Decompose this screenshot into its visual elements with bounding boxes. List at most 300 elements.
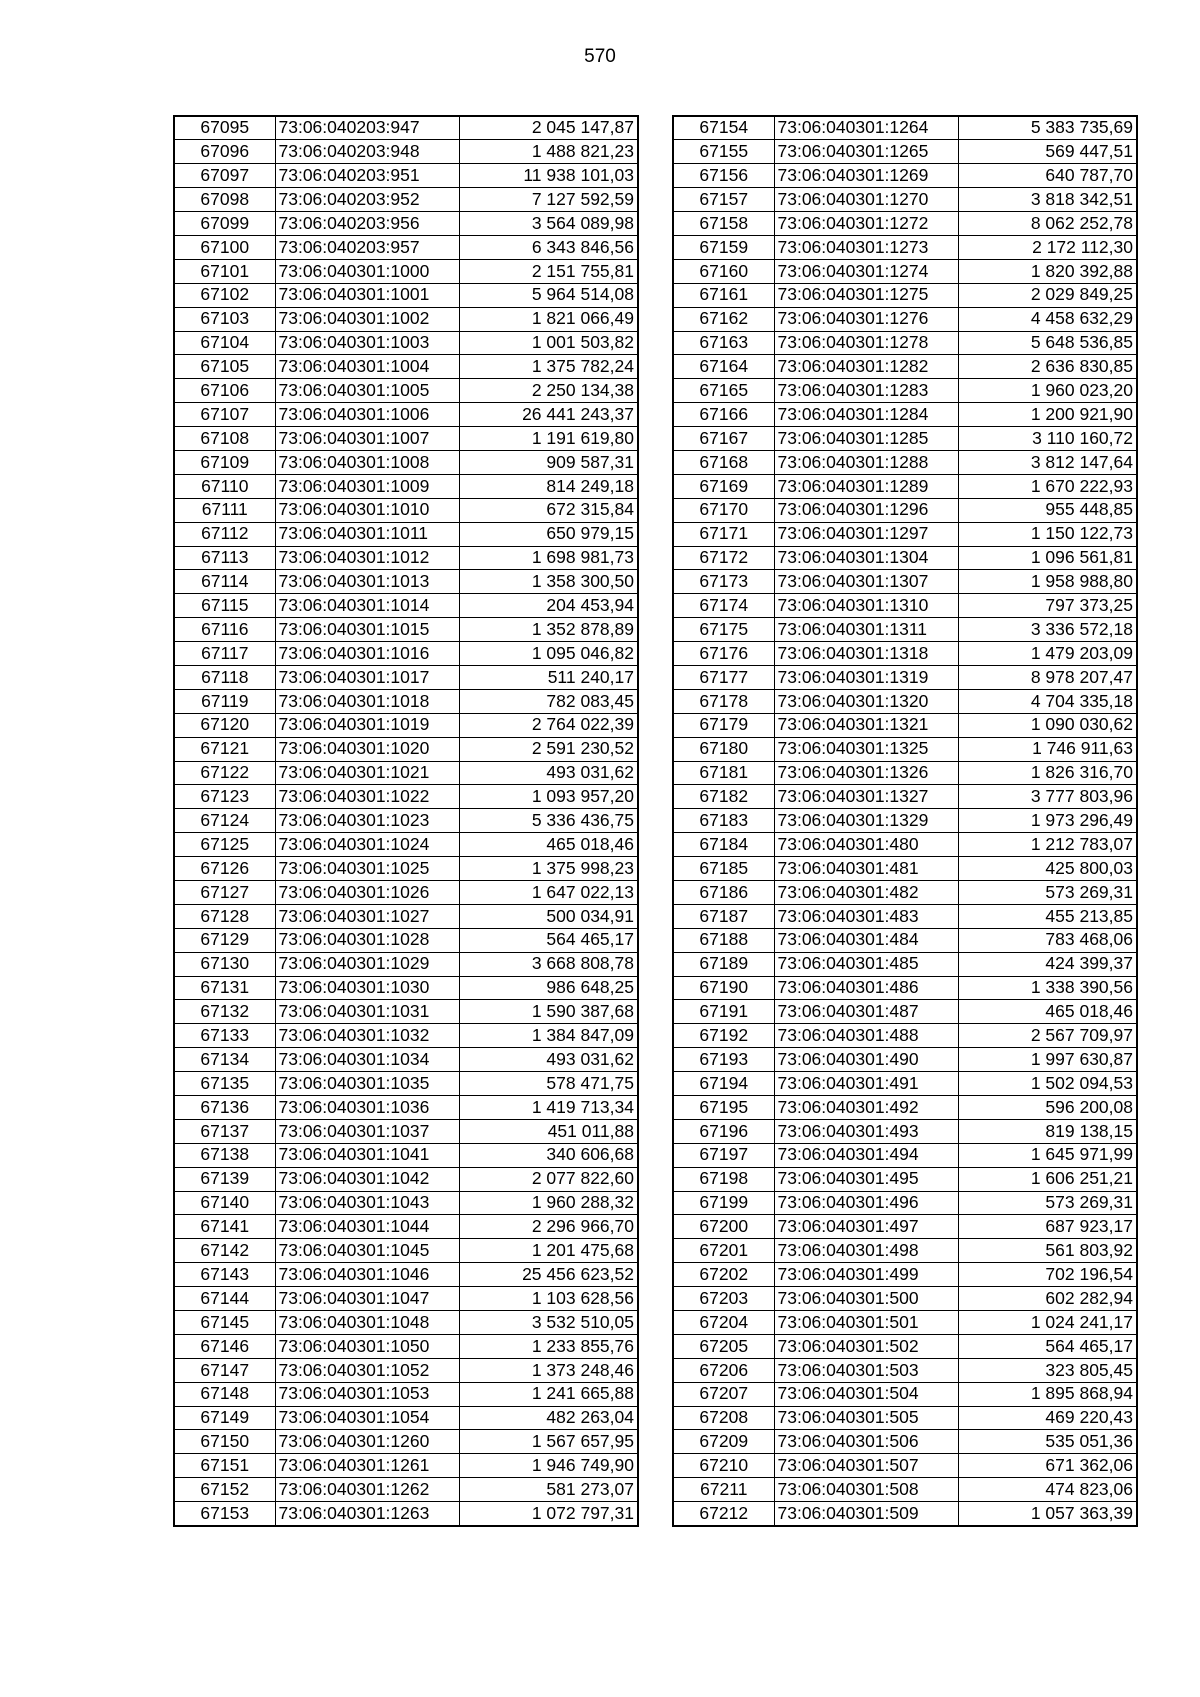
value-cell: 1 960 288,32	[459, 1191, 638, 1215]
value-cell: 1 502 094,53	[958, 1072, 1137, 1096]
table-row	[174, 1287, 638, 1311]
row-number-cell: 67181	[673, 761, 774, 785]
cadastral-number-cell: 73:06:040203:947	[275, 116, 459, 140]
row-number-cell: 67127	[174, 881, 275, 905]
table-row	[673, 283, 1137, 307]
cadastral-number-cell: 73:06:040301:1030	[275, 976, 459, 1000]
value-cell: 4 458 632,29	[958, 307, 1137, 331]
cadastral-number-cell: 73:06:040301:1304	[774, 546, 958, 570]
row-number-cell: 67203	[673, 1287, 774, 1311]
row-number-cell: 67132	[174, 1000, 275, 1024]
table-row	[174, 403, 638, 427]
table-row	[174, 1096, 638, 1120]
row-number-cell: 67154	[673, 116, 774, 140]
row-number-cell: 67148	[174, 1382, 275, 1406]
row-number-cell: 67160	[673, 259, 774, 283]
value-cell: 3 110 160,72	[958, 427, 1137, 451]
table-row	[174, 498, 638, 522]
row-number-cell: 67187	[673, 904, 774, 928]
value-cell: 11 938 101,03	[459, 164, 638, 188]
value-cell: 650 979,15	[459, 522, 638, 546]
table-row	[174, 379, 638, 403]
value-cell: 1 698 981,73	[459, 546, 638, 570]
value-cell: 5 336 436,75	[459, 809, 638, 833]
cadastral-number-cell: 73:06:040301:1283	[774, 379, 958, 403]
table-row	[673, 116, 1137, 140]
value-cell: 2 077 822,60	[459, 1167, 638, 1191]
value-cell: 3 668 808,78	[459, 952, 638, 976]
row-number-cell: 67151	[174, 1454, 275, 1478]
row-number-cell: 67108	[174, 427, 275, 451]
cadastral-number-cell: 73:06:040301:503	[774, 1358, 958, 1382]
value-cell: 1 072 797,31	[459, 1502, 638, 1526]
value-cell: 2 764 022,39	[459, 713, 638, 737]
table-row	[174, 1048, 638, 1072]
row-number-cell: 67156	[673, 164, 774, 188]
table-row	[673, 1358, 1137, 1382]
row-number-cell: 67126	[174, 857, 275, 881]
cadastral-number-cell: 73:06:040301:1269	[774, 164, 958, 188]
value-cell: 3 818 342,51	[958, 188, 1137, 212]
table-row	[673, 928, 1137, 952]
table-row	[174, 212, 638, 236]
row-number-cell: 67205	[673, 1334, 774, 1358]
table-row	[673, 570, 1137, 594]
value-cell: 1 647 022,13	[459, 881, 638, 905]
value-cell: 6 343 846,56	[459, 235, 638, 259]
cadastral-number-cell: 73:06:040301:1010	[275, 498, 459, 522]
table-row	[174, 1263, 638, 1287]
cadastral-number-cell: 73:06:040301:1321	[774, 713, 958, 737]
row-number-cell: 67107	[174, 403, 275, 427]
value-cell: 2 172 112,30	[958, 235, 1137, 259]
table-row	[174, 713, 638, 737]
value-cell: 596 200,08	[958, 1096, 1137, 1120]
table-row	[673, 1478, 1137, 1502]
value-cell: 5 964 514,08	[459, 283, 638, 307]
table-row	[174, 785, 638, 809]
cadastral-number-cell: 73:06:040301:1288	[774, 450, 958, 474]
cadastral-number-cell: 73:06:040301:1021	[275, 761, 459, 785]
row-number-cell: 67175	[673, 618, 774, 642]
cadastral-number-cell: 73:06:040301:509	[774, 1502, 958, 1526]
value-cell: 783 468,06	[958, 928, 1137, 952]
row-number-cell: 67120	[174, 713, 275, 737]
cadastral-number-cell: 73:06:040301:1273	[774, 235, 958, 259]
value-cell: 955 448,85	[958, 498, 1137, 522]
value-cell: 7 127 592,59	[459, 188, 638, 212]
cadastral-number-cell: 73:06:040301:481	[774, 857, 958, 881]
value-cell: 1 373 248,46	[459, 1358, 638, 1382]
table-row	[673, 1406, 1137, 1430]
cadastral-number-cell: 73:06:040301:1041	[275, 1143, 459, 1167]
page-number: 570	[584, 46, 616, 67]
table-row	[673, 594, 1137, 618]
row-number-cell: 67106	[174, 379, 275, 403]
cadastral-number-cell: 73:06:040301:1019	[275, 713, 459, 737]
cadastral-number-cell: 73:06:040301:1026	[275, 881, 459, 905]
row-number-cell: 67115	[174, 594, 275, 618]
cadastral-number-cell: 73:06:040203:956	[275, 212, 459, 236]
row-number-cell: 67169	[673, 474, 774, 498]
cadastral-number-cell: 73:06:040301:1262	[275, 1478, 459, 1502]
table-row	[174, 1430, 638, 1454]
row-number-cell: 67166	[673, 403, 774, 427]
cadastral-number-cell: 73:06:040301:502	[774, 1334, 958, 1358]
value-cell: 1 233 855,76	[459, 1334, 638, 1358]
cadastral-number-cell: 73:06:040301:1001	[275, 283, 459, 307]
table-row	[673, 140, 1137, 164]
table-row	[673, 713, 1137, 737]
value-cell: 1 090 030,62	[958, 713, 1137, 737]
cadastral-number-cell: 73:06:040301:483	[774, 904, 958, 928]
row-number-cell: 67210	[673, 1454, 774, 1478]
table-row	[174, 881, 638, 905]
cadastral-number-cell: 73:06:040301:1036	[275, 1096, 459, 1120]
value-cell: 573 269,31	[958, 1191, 1137, 1215]
value-cell: 482 263,04	[459, 1406, 638, 1430]
cadastral-number-cell: 73:06:040301:1260	[275, 1430, 459, 1454]
value-cell: 424 399,37	[958, 952, 1137, 976]
cadastral-number-cell: 73:06:040301:1025	[275, 857, 459, 881]
cadastral-number-cell: 73:06:040301:1272	[774, 212, 958, 236]
table-row	[673, 164, 1137, 188]
cadastral-number-cell: 73:06:040301:1044	[275, 1215, 459, 1239]
value-cell: 493 031,62	[459, 1048, 638, 1072]
table-row	[673, 331, 1137, 355]
cadastral-number-cell: 73:06:040301:1318	[774, 642, 958, 666]
table-row	[174, 259, 638, 283]
table-row	[673, 1454, 1137, 1478]
cadastral-number-cell: 73:06:040301:1052	[275, 1358, 459, 1382]
value-cell: 3 564 089,98	[459, 212, 638, 236]
table-row	[673, 403, 1137, 427]
value-cell: 1 488 821,23	[459, 140, 638, 164]
row-number-cell: 67153	[174, 1502, 275, 1526]
row-number-cell: 67098	[174, 188, 275, 212]
cadastral-number-cell: 73:06:040301:1034	[275, 1048, 459, 1072]
table-row	[673, 259, 1137, 283]
table-row	[174, 1382, 638, 1406]
table-row	[673, 1263, 1137, 1287]
table-row	[174, 952, 638, 976]
cadastral-number-cell: 73:06:040301:496	[774, 1191, 958, 1215]
value-cell: 602 282,94	[958, 1287, 1137, 1311]
right-table	[672, 115, 1138, 1527]
table-row	[174, 833, 638, 857]
table-row	[174, 1454, 638, 1478]
table-row	[174, 1502, 638, 1526]
table-row	[673, 379, 1137, 403]
value-cell: 2 591 230,52	[459, 737, 638, 761]
value-cell: 1 960 023,20	[958, 379, 1137, 403]
row-number-cell: 67204	[673, 1311, 774, 1335]
cadastral-number-cell: 73:06:040301:1018	[275, 689, 459, 713]
row-number-cell: 67191	[673, 1000, 774, 1024]
table-row	[174, 188, 638, 212]
cadastral-number-cell: 73:06:040301:1008	[275, 450, 459, 474]
value-cell: 1 103 628,56	[459, 1287, 638, 1311]
cadastral-number-cell: 73:06:040301:506	[774, 1430, 958, 1454]
row-number-cell: 67095	[174, 116, 275, 140]
row-number-cell: 67197	[673, 1143, 774, 1167]
table-row	[174, 904, 638, 928]
cadastral-number-cell: 73:06:040301:1003	[275, 331, 459, 355]
cadastral-number-cell: 73:06:040203:948	[275, 140, 459, 164]
cadastral-number-cell: 73:06:040301:1002	[275, 307, 459, 331]
row-number-cell: 67146	[174, 1334, 275, 1358]
table-row	[673, 737, 1137, 761]
cadastral-number-cell: 73:06:040301:501	[774, 1311, 958, 1335]
row-number-cell: 67105	[174, 355, 275, 379]
row-number-cell: 67112	[174, 522, 275, 546]
value-cell: 469 220,43	[958, 1406, 1137, 1430]
table-row	[174, 1143, 638, 1167]
row-number-cell: 67182	[673, 785, 774, 809]
value-cell: 1 096 561,81	[958, 546, 1137, 570]
table-row	[174, 1406, 638, 1430]
table-row	[174, 450, 638, 474]
table-row	[673, 307, 1137, 331]
table-row	[174, 689, 638, 713]
table-row	[673, 1167, 1137, 1191]
row-number-cell: 67101	[174, 259, 275, 283]
cadastral-number-cell: 73:06:040301:1278	[774, 331, 958, 355]
cadastral-number-cell: 73:06:040301:1007	[275, 427, 459, 451]
cadastral-number-cell: 73:06:040301:1024	[275, 833, 459, 857]
value-cell: 3 812 147,64	[958, 450, 1137, 474]
table-row	[673, 785, 1137, 809]
table-row	[174, 427, 638, 451]
value-cell: 1 093 957,20	[459, 785, 638, 809]
value-cell: 671 362,06	[958, 1454, 1137, 1478]
value-cell: 1 826 316,70	[958, 761, 1137, 785]
table-row	[673, 976, 1137, 1000]
cadastral-number-cell: 73:06:040301:498	[774, 1239, 958, 1263]
value-cell: 1 095 046,82	[459, 642, 638, 666]
row-number-cell: 67183	[673, 809, 774, 833]
table-row	[673, 761, 1137, 785]
value-cell: 5 383 735,69	[958, 116, 1137, 140]
cadastral-number-cell: 73:06:040301:1289	[774, 474, 958, 498]
cadastral-number-cell: 73:06:040301:1047	[275, 1287, 459, 1311]
value-cell: 1 375 998,23	[459, 857, 638, 881]
value-cell: 687 923,17	[958, 1215, 1137, 1239]
cadastral-number-cell: 73:06:040301:1009	[275, 474, 459, 498]
table-row	[673, 546, 1137, 570]
value-cell: 1 384 847,09	[459, 1024, 638, 1048]
cadastral-number-cell: 73:06:040301:1326	[774, 761, 958, 785]
value-cell: 1 590 387,68	[459, 1000, 638, 1024]
cadastral-number-cell: 73:06:040301:497	[774, 1215, 958, 1239]
row-number-cell: 67170	[673, 498, 774, 522]
cadastral-number-cell: 73:06:040301:1037	[275, 1119, 459, 1143]
value-cell: 561 803,92	[958, 1239, 1137, 1263]
row-number-cell: 67136	[174, 1096, 275, 1120]
cadastral-number-cell: 73:06:040301:1042	[275, 1167, 459, 1191]
table-row	[673, 642, 1137, 666]
row-number-cell: 67124	[174, 809, 275, 833]
row-number-cell: 67173	[673, 570, 774, 594]
table-row	[673, 212, 1137, 236]
cadastral-number-cell: 73:06:040203:951	[275, 164, 459, 188]
value-cell: 493 031,62	[459, 761, 638, 785]
cadastral-number-cell: 73:06:040301:508	[774, 1478, 958, 1502]
row-number-cell: 67164	[673, 355, 774, 379]
row-number-cell: 67172	[673, 546, 774, 570]
table-row	[174, 665, 638, 689]
table-row	[673, 1191, 1137, 1215]
cadastral-number-cell: 73:06:040301:507	[774, 1454, 958, 1478]
table-row	[174, 355, 638, 379]
value-cell: 1 375 782,24	[459, 355, 638, 379]
row-number-cell: 67159	[673, 235, 774, 259]
row-number-cell: 67162	[673, 307, 774, 331]
value-cell: 564 465,17	[459, 928, 638, 952]
cadastral-number-cell: 73:06:040301:504	[774, 1382, 958, 1406]
cadastral-number-cell: 73:06:040301:485	[774, 952, 958, 976]
row-number-cell: 67200	[673, 1215, 774, 1239]
row-number-cell: 67138	[174, 1143, 275, 1167]
row-number-cell: 67188	[673, 928, 774, 952]
table-row	[174, 642, 638, 666]
value-cell: 578 471,75	[459, 1072, 638, 1096]
value-cell: 814 249,18	[459, 474, 638, 498]
row-number-cell: 67110	[174, 474, 275, 498]
cadastral-number-cell: 73:06:040301:480	[774, 833, 958, 857]
row-number-cell: 67207	[673, 1382, 774, 1406]
table-row	[673, 857, 1137, 881]
value-cell: 5 648 536,85	[958, 331, 1137, 355]
table-row	[174, 1358, 638, 1382]
cadastral-number-cell: 73:06:040301:1320	[774, 689, 958, 713]
value-cell: 1 895 868,94	[958, 1382, 1137, 1406]
row-number-cell: 67178	[673, 689, 774, 713]
row-number-cell: 67121	[174, 737, 275, 761]
value-cell: 1 821 066,49	[459, 307, 638, 331]
cadastral-number-cell: 73:06:040301:1005	[275, 379, 459, 403]
cadastral-number-cell: 73:06:040301:1310	[774, 594, 958, 618]
row-number-cell: 67109	[174, 450, 275, 474]
left-table	[173, 115, 639, 1527]
cadastral-number-cell: 73:06:040301:1054	[275, 1406, 459, 1430]
value-cell: 26 441 243,37	[459, 403, 638, 427]
table-row	[673, 952, 1137, 976]
value-cell: 451 011,88	[459, 1119, 638, 1143]
value-cell: 672 315,84	[459, 498, 638, 522]
cadastral-number-cell: 73:06:040301:1031	[275, 1000, 459, 1024]
cadastral-number-cell: 73:06:040301:1311	[774, 618, 958, 642]
row-number-cell: 67130	[174, 952, 275, 976]
table-row	[174, 1334, 638, 1358]
table-row	[174, 976, 638, 1000]
row-number-cell: 67184	[673, 833, 774, 857]
cadastral-number-cell: 73:06:040301:491	[774, 1072, 958, 1096]
cadastral-number-cell: 73:06:040301:1000	[275, 259, 459, 283]
value-cell: 2 296 966,70	[459, 1215, 638, 1239]
cadastral-number-cell: 73:06:040301:1027	[275, 904, 459, 928]
row-number-cell: 67190	[673, 976, 774, 1000]
row-number-cell: 67196	[673, 1119, 774, 1143]
cadastral-number-cell: 73:06:040301:1261	[275, 1454, 459, 1478]
table-row	[673, 689, 1137, 713]
row-number-cell: 67103	[174, 307, 275, 331]
cadastral-number-cell: 73:06:040301:1325	[774, 737, 958, 761]
cadastral-number-cell: 73:06:040301:1307	[774, 570, 958, 594]
value-cell: 564 465,17	[958, 1334, 1137, 1358]
value-cell: 797 373,25	[958, 594, 1137, 618]
value-cell: 1 479 203,09	[958, 642, 1137, 666]
row-number-cell: 67206	[673, 1358, 774, 1382]
table-row	[174, 1024, 638, 1048]
value-cell: 1 241 665,88	[459, 1382, 638, 1406]
value-cell: 986 648,25	[459, 976, 638, 1000]
row-number-cell: 67104	[174, 331, 275, 355]
table-row	[673, 522, 1137, 546]
value-cell: 1 200 921,90	[958, 403, 1137, 427]
value-cell: 8 978 207,47	[958, 665, 1137, 689]
row-number-cell: 67186	[673, 881, 774, 905]
cadastral-number-cell: 73:06:040301:1004	[275, 355, 459, 379]
value-cell: 323 805,45	[958, 1358, 1137, 1382]
cadastral-number-cell: 73:06:040301:1022	[275, 785, 459, 809]
table-row	[174, 1191, 638, 1215]
row-number-cell: 67150	[174, 1430, 275, 1454]
table-row	[673, 1119, 1137, 1143]
row-number-cell: 67179	[673, 713, 774, 737]
value-cell: 1 212 783,07	[958, 833, 1137, 857]
table-row	[673, 1048, 1137, 1072]
value-cell: 500 034,91	[459, 904, 638, 928]
cadastral-number-cell: 73:06:040301:1329	[774, 809, 958, 833]
row-number-cell: 67135	[174, 1072, 275, 1096]
cadastral-number-cell: 73:06:040301:1006	[275, 403, 459, 427]
row-number-cell: 67174	[673, 594, 774, 618]
row-number-cell: 67143	[174, 1263, 275, 1287]
row-number-cell: 67152	[174, 1478, 275, 1502]
cadastral-number-cell: 73:06:040301:1015	[275, 618, 459, 642]
row-number-cell: 67099	[174, 212, 275, 236]
row-number-cell: 67194	[673, 1072, 774, 1096]
cadastral-number-cell: 73:06:040301:1270	[774, 188, 958, 212]
table-row	[174, 331, 638, 355]
value-cell: 640 787,70	[958, 164, 1137, 188]
cadastral-number-cell: 73:06:040301:1014	[275, 594, 459, 618]
table-row	[673, 1287, 1137, 1311]
row-number-cell: 67195	[673, 1096, 774, 1120]
table-row	[174, 928, 638, 952]
table-row	[174, 235, 638, 259]
value-cell: 1 997 630,87	[958, 1048, 1137, 1072]
row-number-cell: 67168	[673, 450, 774, 474]
table-row	[673, 450, 1137, 474]
table-row	[174, 618, 638, 642]
cadastral-number-cell: 73:06:040301:1028	[275, 928, 459, 952]
cadastral-number-cell: 73:06:040301:1043	[275, 1191, 459, 1215]
cadastral-number-cell: 73:06:040301:495	[774, 1167, 958, 1191]
value-cell: 819 138,15	[958, 1119, 1137, 1143]
value-cell: 573 269,31	[958, 881, 1137, 905]
table-row	[673, 427, 1137, 451]
table-row	[174, 522, 638, 546]
value-cell: 340 606,68	[459, 1143, 638, 1167]
value-cell: 581 273,07	[459, 1478, 638, 1502]
value-cell: 2 029 849,25	[958, 283, 1137, 307]
table-row	[174, 1215, 638, 1239]
row-number-cell: 67144	[174, 1287, 275, 1311]
table-row	[174, 164, 638, 188]
cadastral-number-cell: 73:06:040301:1276	[774, 307, 958, 331]
